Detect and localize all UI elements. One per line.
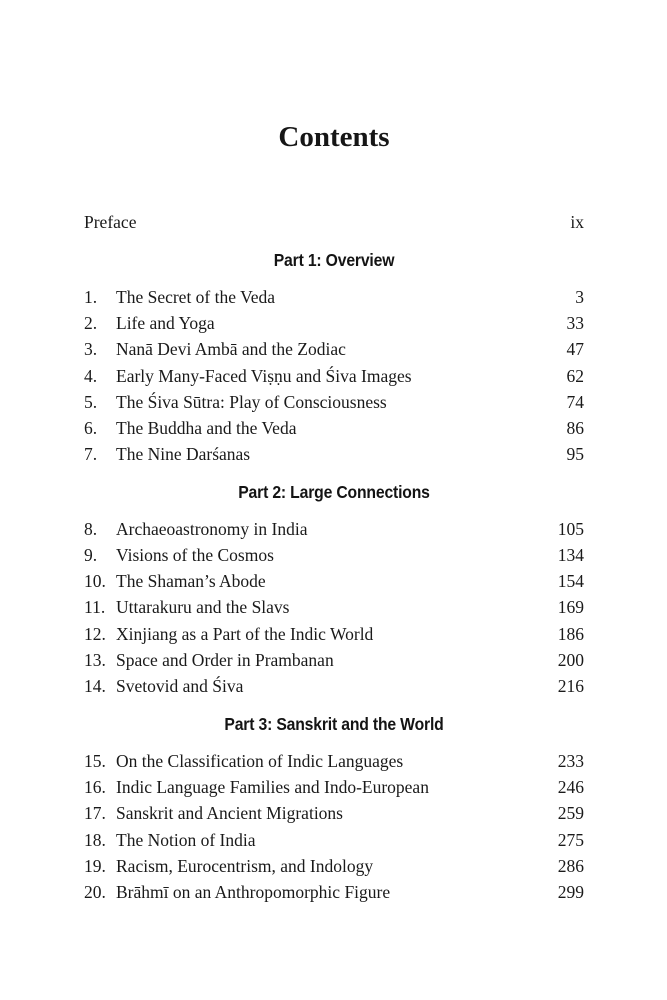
entry-number: 15. [84,751,106,771]
entry-title: Early Many-Faced Viṣṇu and Śiva Images [116,366,412,386]
entry-number: 12. [84,624,106,644]
toc-entry[interactable] [84,827,584,853]
entry-number: 18. [84,830,106,850]
entry-number: 3. [84,339,98,359]
entry-number: 16. [84,777,106,797]
toc-entry[interactable] [84,389,584,415]
toc-entry[interactable] [84,542,584,568]
entry-number: 20. [84,882,106,902]
toc-entry[interactable] [84,310,584,336]
entry-page-number: 275 [557,830,584,850]
entry-title: Space and Order in Prambanan [116,650,334,670]
entry-page-number: 154 [557,571,584,591]
entry-title: The Notion of India [116,830,256,850]
entry-title: Visions of the Cosmos [116,545,274,565]
entry-title: Life and Yoga [116,313,215,333]
entry-page-number: 33 [566,313,584,333]
entry-page-number: 246 [557,777,584,797]
entry-page-number: 299 [557,882,584,902]
entry-number: 14. [84,676,106,696]
toc-entry[interactable] [84,415,584,441]
toc-entry[interactable] [84,621,584,647]
entry-title: Uttarakuru and the Slavs [116,597,290,617]
entry-page-number: 86 [566,418,584,438]
entry-page-number: 62 [566,366,584,386]
toc-entry[interactable] [84,441,584,467]
toc-entry[interactable] [84,774,584,800]
toc-entry[interactable] [84,879,584,905]
page-title: Contents [278,121,390,153]
entry-number: 7. [84,444,98,464]
toc-entry[interactable] [84,568,584,594]
entry-title: Svetovid and Śiva [116,676,244,696]
entry-page-number: ix [570,212,584,232]
part-heading-2: Part 2: Large Connections [238,482,430,502]
toc-entry[interactable] [84,363,584,389]
entry-page-number: 134 [557,545,584,565]
entry-title: Nanā Devi Ambā and the Zodiac [116,339,346,359]
entry-title: On the Classification of Indic Languages [116,751,404,771]
entry-number: 11. [84,597,106,617]
entry-title: The Shaman’s Abode [116,571,266,591]
entry-number: 9. [84,545,98,565]
toc-entry[interactable] [84,516,584,542]
toc-entry[interactable] [84,800,584,826]
entry-number: 6. [84,418,98,438]
entry-number: 5. [84,392,98,412]
entry-page-number: 286 [557,856,584,876]
entry-title: The Nine Darśanas [116,444,251,464]
entry-page-number: 74 [566,392,584,412]
entry-number: 4. [84,366,98,386]
entry-page-number: 233 [557,751,584,771]
entry-number: 19. [84,856,106,876]
entry-number: 17. [84,803,106,823]
toc-entry[interactable] [84,673,584,699]
entry-page-number: 95 [566,444,584,464]
entry-title: Indic Language Families and Indo-European [116,777,429,797]
entry-title: Archaeoastronomy in India [116,519,308,539]
toc-entry[interactable] [84,647,584,673]
entry-title: Sanskrit and Ancient Migrations [116,803,343,823]
entry-title: The Śiva Sūtra: Play of Consciousness [116,392,387,412]
entry-title: Racism, Eurocentrism, and Indology [116,856,374,876]
entry-number: 10. [84,571,106,591]
toc-entry[interactable] [84,284,584,310]
entry-page-number: 105 [557,519,584,539]
entry-page-number: 200 [557,650,584,670]
toc-entry[interactable] [84,594,584,620]
entry-title: The Buddha and the Veda [116,418,297,438]
entry-page-number: 259 [557,803,584,823]
entry-number: 13. [84,650,106,670]
entry-number: 1. [84,287,98,307]
entry-page-number: 169 [557,597,584,617]
toc-entry[interactable] [84,853,584,879]
entry-number: 2. [84,313,98,333]
entry-title: Xinjiang as a Part of the Indic World [116,624,374,644]
entry-page-number: 216 [557,676,584,696]
entry-page-number: 186 [557,624,584,644]
part-heading-1: Part 1: Overview [273,250,395,270]
entry-title: The Secret of the Veda [116,287,276,307]
toc-entry-preface[interactable] [84,209,584,235]
toc-entry[interactable] [84,748,584,774]
entry-title: Preface [84,212,137,232]
entry-title: Brāhmī on an Anthropomorphic Figure [116,882,391,902]
part-heading-3: Part 3: Sanskrit and the World [224,714,444,734]
entry-number: 8. [84,519,98,539]
entry-page-number: 47 [566,339,584,359]
toc-entry[interactable] [84,336,584,362]
entry-page-number: 3 [575,287,584,307]
